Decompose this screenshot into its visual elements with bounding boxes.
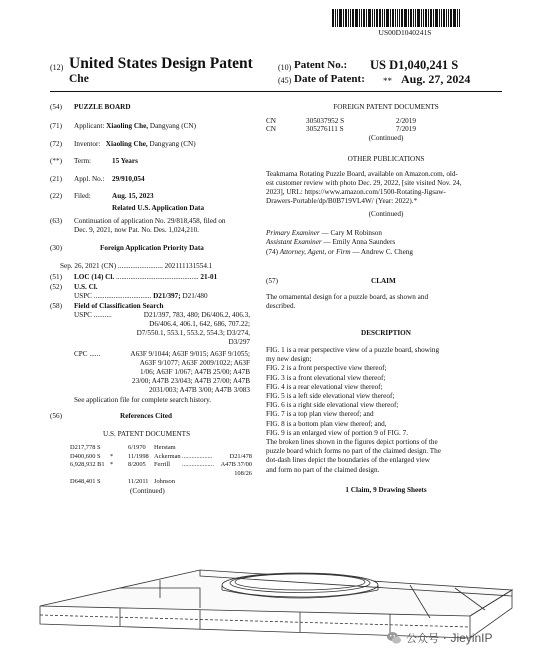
appl-label: Appl. No.: <box>74 175 105 183</box>
barcode-bar <box>457 9 458 27</box>
barcode-bar <box>343 9 344 27</box>
description-line: puzzle board which forms no part of the claimed design. The <box>266 447 441 456</box>
uscl-code: (52) <box>50 283 62 291</box>
barcode-bar <box>379 9 381 27</box>
related-heading: Related U.S. Application Data <box>112 204 205 212</box>
cpc-line-4: 23/00; A47B 23/043; A47B 27/00; A47B <box>131 377 250 385</box>
other-pub-line-4: Drawers-Portable/dp/B0B719VL4W/ (Year: 2022).* <box>266 197 418 205</box>
foreign-continued: (Continued) <box>368 134 404 142</box>
inventor-label: Inventor: <box>74 140 101 148</box>
barcode <box>332 9 478 27</box>
us-doc-number: D400,600 S <box>70 452 101 460</box>
barcode-bar <box>433 9 434 27</box>
barcode-bar <box>448 9 449 27</box>
barcode-bar <box>384 9 385 27</box>
uspc-dots: ................................ <box>93 292 152 300</box>
applicant-place: Dangyang (CN) <box>149 122 196 130</box>
barcode-bar <box>390 9 391 27</box>
term-value: 15 Years <box>112 157 138 165</box>
date-label: Date of Patent: <box>294 73 365 85</box>
barcode-bar <box>348 9 349 27</box>
us-doc-class: 108/26 <box>234 469 252 477</box>
primary-examiner <box>266 229 382 237</box>
barcode-bar <box>410 9 412 27</box>
inventor-name: Xiaoling Che, <box>105 140 148 148</box>
barcode-bar <box>382 9 383 27</box>
related-code: (63) <box>50 217 62 225</box>
filed-value: Aug. 15, 2023 <box>112 192 154 200</box>
description-line: FIG. 7 is a top plan view thereof; and <box>266 410 374 419</box>
barcode-bar <box>366 9 367 27</box>
barcode-bar <box>374 9 375 27</box>
cpc-line-3: 1/06; A63F 1/067; A47B 25/00; A47B <box>139 368 250 376</box>
refs-code: (56) <box>50 412 62 420</box>
us-doc-dots: ................... <box>182 452 213 460</box>
title-code: (54) <box>50 103 62 111</box>
barcode-bar <box>332 9 334 27</box>
date-code: (45) <box>278 76 292 85</box>
attorney <box>266 248 413 256</box>
assistant-examiner <box>266 238 395 246</box>
filed-code: (22) <box>50 192 62 200</box>
barcode-bar <box>355 9 358 27</box>
description-heading: DESCRIPTION <box>361 329 411 337</box>
barcode-bar <box>425 9 427 27</box>
barcode-bar <box>417 9 420 27</box>
uspc-label: USPC <box>74 292 92 300</box>
description-line: FIG. 2 is a front perspective view thereof; <box>266 364 387 373</box>
cpc-dots: ...... <box>89 350 101 358</box>
claims-summary: 1 Claim, 9 Drawing Sheets <box>345 486 427 494</box>
foreign-priority-code: (30) <box>50 244 62 252</box>
barcode-bar <box>439 9 440 27</box>
barcode-bar <box>453 9 456 27</box>
uscl-label: U.S. Cl. <box>74 283 98 291</box>
barcode-text: US00D1040241S <box>378 28 432 37</box>
barcode-bar <box>450 9 452 27</box>
foreign-doc-date: 2/2019 <box>396 117 416 125</box>
barcode-bar <box>361 9 362 27</box>
field-uspc-line-1: D21/397, 783, 480; D6/406.2, 406.3, <box>143 311 250 319</box>
uspc-value: D21/397; <box>153 292 181 300</box>
field-label: Field of Classification Search <box>74 302 164 310</box>
foreign-docs-heading: FOREIGN PATENT DOCUMENTS <box>333 103 439 111</box>
watermark <box>386 628 546 648</box>
barcode-bar <box>359 9 360 27</box>
us-doc-number: 6,928,932 B1 <box>70 461 105 468</box>
search-history-note: See application file for complete search history. <box>74 396 212 404</box>
barcode-bar <box>352 9 354 27</box>
loc-field <box>74 273 217 281</box>
barcode-bar <box>376 9 378 27</box>
us-doc-class: A47B 37/00 <box>220 461 252 468</box>
date-stars: ** <box>383 76 392 86</box>
refs-heading: References Cited <box>120 412 172 420</box>
barcode-bar <box>337 9 338 27</box>
cpc-line-1: A63F 9/1044; A63F 9/015; A63F 9/1055; <box>130 350 250 358</box>
inventor-field <box>74 140 196 148</box>
foreign-doc-country: CN <box>266 125 276 133</box>
barcode-bar <box>372 9 373 27</box>
watermark-account: JieyinIP <box>450 631 493 645</box>
description-line: FIG. 5 is a left side elevational view thereof; <box>266 392 395 400</box>
page-title: United States Design Patent <box>69 55 253 72</box>
us-doc-name: Ackerman <box>154 452 181 460</box>
description-line: and form no part of the claimed design. <box>266 465 380 474</box>
loc-code: (51) <box>50 273 62 281</box>
patent-no-code: (10) <box>278 63 292 72</box>
barcode-bar <box>335 9 336 27</box>
term-label: Term: <box>74 157 92 165</box>
claim-code: (57) <box>266 277 278 285</box>
barcode-bar <box>446 9 447 27</box>
description-line: dot-dash lines depict the boundaries of the enlarged view <box>266 456 430 465</box>
us-doc-date: 8/2005 <box>128 461 146 468</box>
barcode-bar <box>339 9 342 27</box>
foreign-priority-line: Sep. 26, 2021 (CN) ......................... 202111131554.1 <box>60 262 213 270</box>
wechat-icon <box>386 630 402 646</box>
barcode-bar <box>404 9 407 27</box>
patent-no-label: Patent No.: <box>294 59 348 71</box>
foreign-doc-date: 7/2019 <box>396 125 416 133</box>
description-line: FIG. 9 is an enlarged view of portion 9 of FIG. 7. <box>266 428 408 437</box>
description-line: FIG. 8 is a bottom plan view thereof; and, <box>266 419 387 428</box>
loc-value: 21-01 <box>200 273 218 281</box>
title-value: PUZZLE BOARD <box>74 103 131 111</box>
term-code: (**) <box>50 157 62 165</box>
related-line-2: Dec. 9, 2021, now Pat. No. Des. 1,024,210. <box>74 226 199 234</box>
us-doc-number: D648,401 S <box>70 478 101 485</box>
us-doc-date: 6/1970 <box>128 444 146 451</box>
field-uspc-line-2: D6/406.4, 406.1, 642, 686, 707.22; <box>149 320 250 328</box>
us-doc-flag: * <box>110 461 114 468</box>
watermark-platform: 公众号 <box>406 632 439 645</box>
inventor-place: Dangyang (CN) <box>149 140 196 148</box>
barcode-bar <box>459 9 460 27</box>
other-pub-line-1: Teakmama Rotating Puzzle Board, available on Amazon.com, old- <box>266 170 458 178</box>
barcode-bar <box>399 9 400 27</box>
other-continued: (Continued) <box>368 210 404 218</box>
cpc-line-2: A63F 9/1077; A63F 2009/1022; A63F <box>139 359 250 367</box>
claim-line-2: described. <box>266 302 296 310</box>
barcode-bar <box>397 9 398 27</box>
us-doc-name: Herstam <box>154 444 176 451</box>
barcode-bar <box>441 9 442 27</box>
us-doc-dots: .................... <box>182 461 214 468</box>
description-line: FIG. 6 is a right side elevational view thereof; <box>266 401 399 410</box>
foreign-priority-heading: Foreign Application Priority Data <box>100 244 204 252</box>
claim-heading: CLAIM <box>371 277 396 285</box>
field-uspc-line-4: D3/297 <box>228 338 250 346</box>
barcode-bar <box>413 9 414 27</box>
primary-examiner-name: — Cary M Robinson <box>321 229 382 237</box>
field-uspc-line-3: D7/550.1, 553.1, 553.2, 554.3; D3/274, <box>136 329 250 337</box>
assistant-examiner-name: — Emily Anna Saunders <box>323 238 396 246</box>
us-doc-date: 11/2011 <box>128 478 149 485</box>
field-uspc-dots: .......... <box>93 311 112 319</box>
applicant-code: (71) <box>50 122 62 130</box>
left-continued: (Continued) <box>130 487 165 495</box>
us-doc-flag: * <box>110 452 114 460</box>
cpc-label <box>74 350 100 358</box>
barcode-bar <box>443 9 445 27</box>
field-uspc-text: USPC <box>74 311 92 319</box>
inventor-code: (72) <box>50 140 62 148</box>
applicant-label: Applicant: <box>74 122 105 130</box>
filed-label: Filed: <box>74 192 91 200</box>
claim-line-1: The ornamental design for a puzzle board, as shown and <box>266 293 429 301</box>
barcode-bar <box>435 9 438 27</box>
description-line: FIG. 4 is a rear elevational view thereof; <box>266 382 383 391</box>
loc-label: LOC (14) Cl. <box>74 273 115 281</box>
attorney-label: Attorney, Agent, or Firm <box>279 248 351 256</box>
us-doc-number: D217,778 S <box>70 444 101 451</box>
us-doc-class: D21/478 <box>229 452 252 460</box>
watermark-dot: · <box>443 631 447 645</box>
attorney-code: (74) <box>266 248 278 256</box>
barcode-bar <box>395 9 396 27</box>
barcode-bar <box>408 9 409 27</box>
description-line: The broken lines shown in the figures depict portions of the <box>266 438 438 446</box>
patent-date: Aug. 27, 2024 <box>401 72 471 86</box>
barcode-bar <box>392 9 394 27</box>
cpc-line-5: 2031/003; A47B 3/00; A47B 3/083 <box>148 386 250 394</box>
inventor-surname: Che <box>69 73 89 85</box>
description-line: FIG. 3 is a front elevational view thereof; <box>266 373 386 382</box>
barcode-bar <box>368 9 371 27</box>
header-rule <box>50 91 502 92</box>
barcode-bar <box>401 9 403 27</box>
loc-dots: .............................................. <box>115 273 199 281</box>
barcode-bar <box>345 9 347 27</box>
us-doc-name: Ferrill <box>154 461 170 468</box>
barcode-bar <box>428 9 429 27</box>
us-docs-heading: U.S. PATENT DOCUMENTS <box>103 430 191 438</box>
foreign-doc-number: 305037952 S <box>306 117 345 125</box>
related-line-1: Continuation of application No. 29/818,458, filed on <box>74 217 226 225</box>
other-pub-line-2: est customer review with photo Dec. 29, 2022, [site visited Nov. 24, <box>266 179 462 187</box>
foreign-doc-number: 305276111 S <box>306 125 344 133</box>
foreign-doc-country: CN <box>266 117 276 125</box>
us-doc-date: 11/1998 <box>128 452 149 460</box>
uspc-field <box>74 292 208 300</box>
uspc-value-2: D21/480 <box>182 292 208 300</box>
barcode-bar <box>386 9 389 27</box>
patent-number: US D1,040,241 S <box>370 58 459 72</box>
attorney-name: — Andrew C. Cheng <box>352 248 414 256</box>
barcode-bar <box>421 9 422 27</box>
other-publications-heading: OTHER PUBLICATIONS <box>347 155 425 163</box>
applicant-field <box>74 122 196 130</box>
assistant-examiner-label: Assistant Examiner <box>266 238 322 246</box>
us-doc-name: Johnson <box>154 478 175 485</box>
description-line: FIG. 1 is a rear perspective view of a puzzle board, showing <box>266 346 440 354</box>
barcode-bar <box>363 9 365 27</box>
kind-code: (12) <box>50 63 64 72</box>
barcode-bar <box>430 9 432 27</box>
primary-examiner-label: Primary Examiner <box>266 229 320 237</box>
field-code: (58) <box>50 302 62 310</box>
cpc-text: CPC <box>74 350 88 358</box>
barcode-bar <box>350 9 351 27</box>
applicant-name: Xiaoling Che, <box>106 122 149 130</box>
appl-code: (21) <box>50 175 62 183</box>
description-line: my new design; <box>266 355 312 364</box>
barcode-bar <box>415 9 416 27</box>
other-pub-line-3: 2023], URL: https://www.amazon.com/1500-Rotating-Jigsaw- <box>266 188 446 196</box>
appl-value: 29/910,054 <box>112 175 145 183</box>
barcode-bar <box>423 9 424 27</box>
